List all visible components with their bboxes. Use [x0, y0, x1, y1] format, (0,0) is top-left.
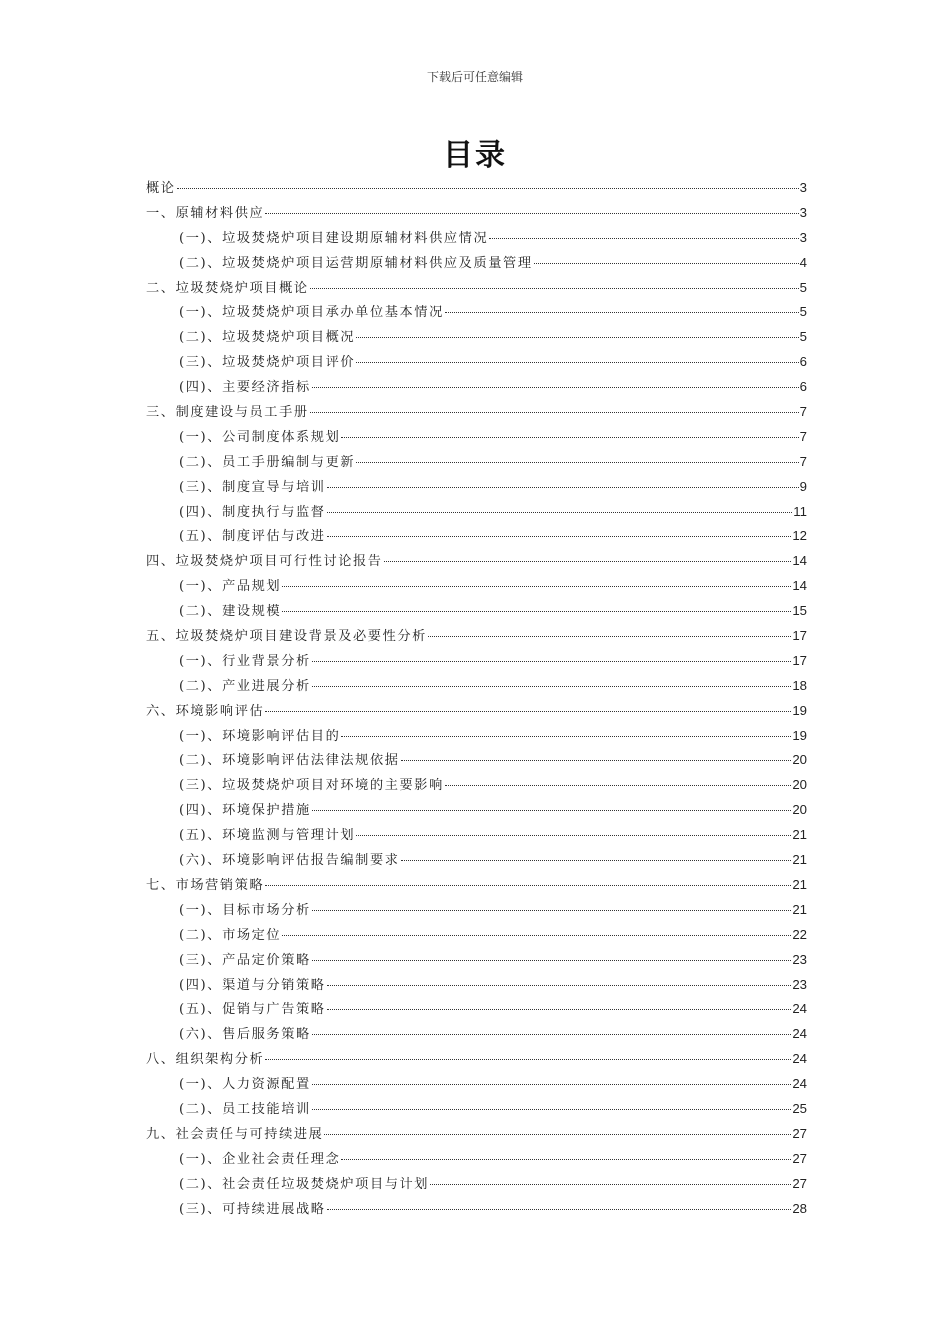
toc-page-number: 3	[799, 204, 807, 220]
toc-page-number: 19	[792, 702, 807, 718]
toc-entry[interactable]	[146, 549, 807, 574]
toc-dot-leader	[356, 462, 799, 463]
toc-entry-text: (三)、产品定价策略	[179, 952, 311, 968]
toc-page-number: 24	[792, 1001, 807, 1017]
toc-page-number: 28	[792, 1200, 807, 1216]
toc-entry[interactable]	[146, 997, 807, 1022]
toc-entry-text: (四)、制度执行与监督	[179, 504, 326, 520]
toc-page-number: 20	[792, 802, 807, 818]
toc-entry-text: (二)、环境影响评估法律法规依据	[179, 753, 400, 769]
toc-page-number: 24	[792, 1051, 807, 1067]
toc-entry-text: 七、市场营销策略	[146, 877, 265, 893]
toc-page-number: 6	[799, 354, 807, 370]
toc-entry[interactable]	[146, 898, 807, 923]
toc-page-number: 20	[792, 777, 807, 793]
toc-entry-text: (二)、产业进展分析	[179, 678, 311, 694]
toc-dot-leader	[327, 1009, 792, 1010]
toc-dot-leader	[265, 885, 791, 886]
toc-page-number: 25	[792, 1100, 807, 1116]
toc-entry-text: (五)、环境监测与管理计划	[179, 828, 356, 844]
toc-dot-leader	[356, 362, 799, 363]
toc-dot-leader	[310, 288, 799, 289]
toc-entry-text: (一)、人力资源配置	[179, 1077, 311, 1093]
toc-dot-leader	[324, 1134, 791, 1135]
toc-page-number: 21	[792, 901, 807, 917]
toc-entry[interactable]	[146, 500, 807, 525]
toc-page-number: 5	[799, 304, 807, 320]
toc-page-number: 5	[799, 329, 807, 345]
toc-page-number: 21	[792, 852, 807, 868]
toc-entry-text: (一)、目标市场分析	[179, 902, 311, 918]
toc-dot-leader	[265, 1059, 791, 1060]
toc-entry[interactable]	[146, 524, 807, 549]
toc-dot-leader	[282, 935, 791, 936]
toc-dot-leader	[310, 412, 799, 413]
toc-dot-leader	[327, 985, 792, 986]
toc-entry[interactable]	[146, 848, 807, 873]
toc-entry[interactable]	[146, 425, 807, 450]
toc-entry[interactable]	[146, 649, 807, 674]
page-title: 目录	[443, 138, 507, 173]
toc-page-number: 24	[792, 1076, 807, 1092]
toc-page-number: 4	[799, 254, 807, 270]
toc-dot-leader	[327, 487, 799, 488]
toc-entry-text: (一)、公司制度体系规划	[179, 429, 341, 445]
toc-entry-text: (一)、行业背景分析	[179, 653, 311, 669]
toc-entry[interactable]	[146, 375, 807, 400]
toc-entry[interactable]	[146, 350, 807, 375]
toc-page-number: 5	[799, 279, 807, 295]
toc-entry-text: (二)、员工技能培训	[179, 1101, 311, 1117]
toc-entry[interactable]	[146, 748, 807, 773]
toc-entry-text: 九、社会责任与可持续进展	[146, 1126, 324, 1142]
toc-dot-leader	[401, 760, 792, 761]
toc-entry[interactable]	[146, 325, 807, 350]
toc-entry-text: (四)、环境保护措施	[179, 803, 311, 819]
toc-dot-leader	[428, 636, 791, 637]
toc-entry-text: (三)、制度宣导与培训	[179, 479, 326, 495]
toc-dot-leader	[282, 611, 791, 612]
toc-entry[interactable]	[146, 948, 807, 973]
toc-dot-leader	[430, 1184, 791, 1185]
toc-page-number: 14	[792, 553, 807, 569]
toc-dot-leader	[327, 512, 793, 513]
toc-dot-leader	[312, 1084, 792, 1085]
toc-dot-leader	[445, 785, 791, 786]
toc-page-number: 22	[792, 926, 807, 942]
toc-entry[interactable]	[146, 276, 807, 301]
toc-page-number: 12	[792, 528, 807, 544]
toc-entry[interactable]	[146, 699, 807, 724]
toc-entry[interactable]	[146, 300, 807, 325]
toc-entry-text: 八、组织架构分析	[146, 1052, 265, 1068]
toc-entry-text: 二、垃圾焚烧炉项目概论	[146, 280, 309, 296]
toc-page-number: 20	[792, 752, 807, 768]
toc-dot-leader	[312, 1034, 792, 1035]
toc-page-number: 7	[799, 404, 807, 420]
toc-entry-text: 概论	[146, 181, 176, 196]
toc-entry[interactable]	[146, 400, 807, 425]
toc-entry-text: (二)、垃圾焚烧炉项目概况	[179, 330, 356, 346]
toc-dot-leader	[265, 711, 791, 712]
toc-entry-text: 一、原辅材料供应	[146, 205, 265, 221]
toc-entry[interactable]	[146, 773, 807, 798]
toc-page-number: 21	[792, 827, 807, 843]
table-of-contents	[146, 176, 807, 1221]
toc-dot-leader	[534, 263, 799, 264]
toc-dot-leader	[384, 561, 792, 562]
toc-dot-leader	[312, 960, 792, 961]
toc-entry[interactable]	[146, 1072, 807, 1097]
toc-page-number: 14	[792, 578, 807, 594]
toc-entry-text: (一)、垃圾焚烧炉项目承办单位基本情况	[179, 305, 444, 321]
toc-page-number: 17	[792, 628, 807, 644]
toc-dot-leader	[327, 536, 792, 537]
toc-entry[interactable]	[146, 201, 807, 226]
toc-dot-leader	[445, 312, 799, 313]
toc-entry[interactable]	[146, 599, 807, 624]
toc-entry[interactable]	[146, 251, 807, 276]
toc-page-number: 19	[792, 727, 807, 743]
toc-dot-leader	[356, 835, 791, 836]
toc-dot-leader	[312, 387, 799, 388]
toc-dot-leader	[341, 437, 798, 438]
toc-entry[interactable]	[146, 574, 807, 599]
toc-entry[interactable]	[146, 1147, 807, 1172]
toc-entry-text: (六)、售后服务策略	[179, 1027, 311, 1043]
toc-entry-text: (二)、垃圾焚烧炉项目运营期原辅材料供应及质量管理	[179, 255, 533, 271]
toc-entry-text: (六)、环境影响评估报告编制要求	[179, 853, 400, 869]
toc-page-number: 9	[799, 478, 807, 494]
toc-entry-text: (一)、产品规划	[179, 579, 282, 595]
toc-entry-text: (三)、可持续进展战略	[179, 1201, 326, 1217]
toc-entry[interactable]	[146, 1172, 807, 1197]
toc-entry[interactable]	[146, 226, 807, 251]
toc-dot-leader	[341, 736, 791, 737]
toc-page-number: 27	[792, 1125, 807, 1141]
toc-entry[interactable]	[146, 674, 807, 699]
toc-dot-leader	[401, 860, 792, 861]
toc-page-number: 27	[792, 1175, 807, 1191]
toc-page-number: 15	[792, 603, 807, 619]
toc-entry-text: 六、环境影响评估	[146, 703, 265, 719]
toc-entry[interactable]	[146, 1022, 807, 1047]
toc-dot-leader	[282, 586, 791, 587]
toc-entry[interactable]	[146, 624, 807, 649]
toc-entry[interactable]	[146, 475, 807, 500]
toc-entry[interactable]	[146, 724, 807, 749]
toc-entry[interactable]	[146, 973, 807, 998]
toc-dot-leader	[265, 213, 798, 214]
toc-entry-text: (五)、制度评估与改进	[179, 529, 326, 545]
toc-entry-text: 四、垃圾焚烧炉项目可行性讨论报告	[146, 554, 383, 570]
toc-entry-text: 五、垃圾焚烧炉项目建设背景及必要性分析	[146, 629, 427, 645]
toc-entry[interactable]	[146, 1097, 807, 1122]
toc-entry[interactable]	[146, 823, 807, 848]
toc-entry-text: (四)、渠道与分销策略	[179, 977, 326, 993]
toc-entry-text: (四)、主要经济指标	[179, 380, 311, 396]
toc-page-number: 17	[792, 652, 807, 668]
toc-entry[interactable]	[146, 1122, 807, 1147]
toc-page-number: 27	[792, 1150, 807, 1166]
header-note: 下载后可任意编辑	[426, 70, 523, 84]
toc-entry[interactable]	[146, 798, 807, 823]
toc-dot-leader	[312, 661, 792, 662]
toc-entry-text: (二)、建设规模	[179, 604, 282, 620]
toc-dot-leader	[177, 188, 799, 189]
toc-page-number: 6	[799, 379, 807, 395]
toc-entry-text: (三)、垃圾焚烧炉项目对环境的主要影响	[179, 778, 444, 794]
toc-page-number: 23	[792, 976, 807, 992]
toc-entry-text: (五)、促销与广告策略	[179, 1002, 326, 1018]
toc-entry[interactable]	[146, 1047, 807, 1072]
toc-dot-leader	[341, 1159, 791, 1160]
toc-entry-text: (一)、垃圾焚烧炉项目建设期原辅材料供应情况	[179, 230, 489, 246]
toc-dot-leader	[312, 1109, 792, 1110]
toc-page-number: 18	[792, 677, 807, 693]
toc-page-number: 7	[799, 428, 807, 444]
toc-page-number: 11	[793, 503, 807, 519]
toc-page-number: 24	[792, 1026, 807, 1042]
toc-page-number: 21	[792, 876, 807, 892]
toc-page-number: 7	[799, 453, 807, 469]
toc-entry[interactable]	[146, 176, 807, 201]
toc-dot-leader	[312, 910, 792, 911]
toc-entry-text: (二)、员工手册编制与更新	[179, 454, 356, 470]
toc-entry-text: (一)、企业社会责任理念	[179, 1151, 341, 1167]
toc-dot-leader	[327, 1209, 792, 1210]
toc-page-number: 23	[792, 951, 807, 967]
toc-entry[interactable]	[146, 1197, 807, 1222]
toc-dot-leader	[312, 810, 792, 811]
toc-entry-text: (二)、社会责任垃圾焚烧炉项目与计划	[179, 1176, 430, 1192]
toc-entry-text: (二)、市场定位	[179, 927, 282, 943]
toc-entry[interactable]	[146, 450, 807, 475]
toc-entry[interactable]	[146, 923, 807, 948]
toc-entry-text: (三)、垃圾焚烧炉项目评价	[179, 355, 356, 371]
toc-page-number: 3	[799, 229, 807, 245]
toc-entry[interactable]	[146, 873, 807, 898]
toc-dot-leader	[356, 337, 799, 338]
toc-entry-text: 三、制度建设与员工手册	[146, 405, 309, 421]
toc-dot-leader	[312, 686, 792, 687]
toc-entry-text: (一)、环境影响评估目的	[179, 728, 341, 744]
toc-page-number: 3	[799, 180, 807, 195]
toc-dot-leader	[489, 238, 798, 239]
